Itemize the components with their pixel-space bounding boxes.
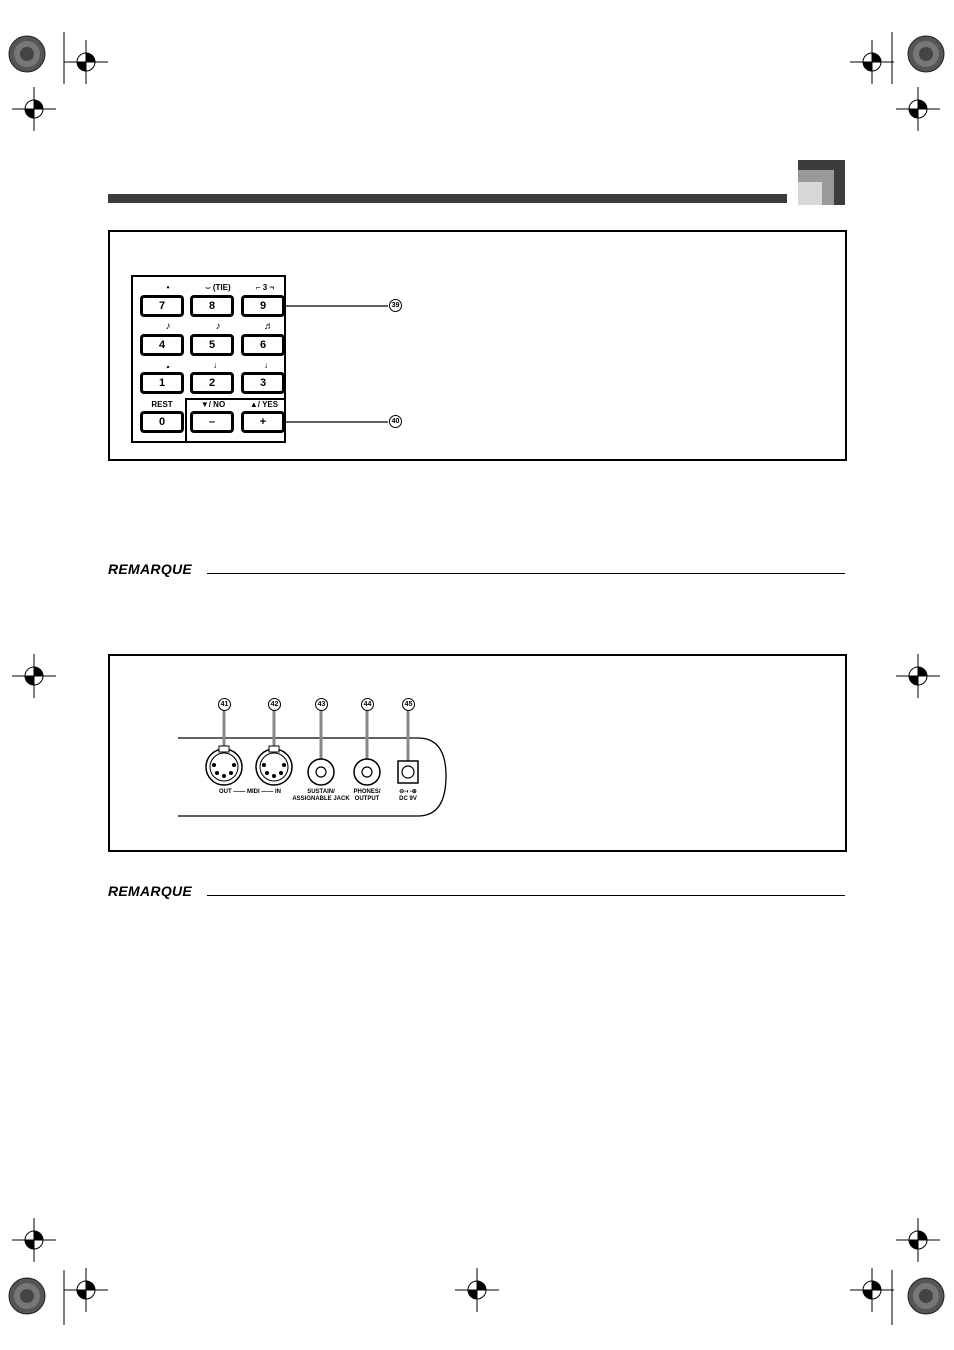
key-7[interactable]: 7 (141, 296, 183, 316)
plus-key[interactable]: + (242, 412, 284, 432)
remarque-heading: REMARQUE (108, 561, 193, 577)
no-label: ▼/ NO (200, 400, 226, 409)
key-9[interactable]: 9 (242, 296, 284, 316)
key-2[interactable]: 2 (191, 373, 233, 393)
note-symbol: ♩ (213, 360, 223, 370)
note-symbol: 𝅗 (166, 360, 170, 370)
key-0[interactable]: 0 (141, 412, 183, 432)
dot-symbol: • (166, 283, 170, 292)
callout-39: 39 (389, 299, 402, 312)
key-6[interactable]: 6 (242, 335, 284, 355)
callout-40: 40 (389, 415, 402, 428)
key-1[interactable]: 1 (141, 373, 183, 393)
dc-label: DC 9V (399, 796, 417, 802)
remarque-rule (207, 895, 845, 896)
phones-label-2: OUTPUT (354, 796, 380, 802)
sustain-label-2: ASSIGNABLE JACK (292, 796, 350, 802)
callout-43: 43 (315, 698, 328, 711)
minus-key[interactable]: – (191, 412, 233, 432)
triplet-symbol: ⌐ 3 ¬ (255, 283, 275, 292)
note-symbol: ♪ (215, 321, 221, 332)
callout-44: 44 (361, 698, 374, 711)
key-5[interactable]: 5 (191, 335, 233, 355)
callout-41: 41 (218, 698, 231, 711)
callout-45: 45 (402, 698, 415, 711)
phones-label-1: PHONES/ (353, 789, 381, 795)
remarque-heading: REMARQUE (108, 883, 193, 899)
midi-label: OUT —— MIDI —— IN (219, 789, 281, 795)
key-4[interactable]: 4 (141, 335, 183, 355)
note-symbol: ♪ (165, 321, 171, 332)
yes-label: ▲/ YES (249, 400, 279, 409)
dc-polarity-symbol: ⊖-◐-⊕ (399, 789, 417, 795)
key-8[interactable]: 8 (191, 296, 233, 316)
note-symbol: ♬ (264, 321, 274, 332)
key-3[interactable]: 3 (242, 373, 284, 393)
note-symbol: ♩ (264, 360, 274, 370)
rest-label: REST (151, 400, 173, 409)
sustain-label-1: SUSTAIN/ (307, 789, 335, 795)
callout-42: 42 (268, 698, 281, 711)
tie-symbol: ⌣ (TIE) (205, 283, 231, 292)
